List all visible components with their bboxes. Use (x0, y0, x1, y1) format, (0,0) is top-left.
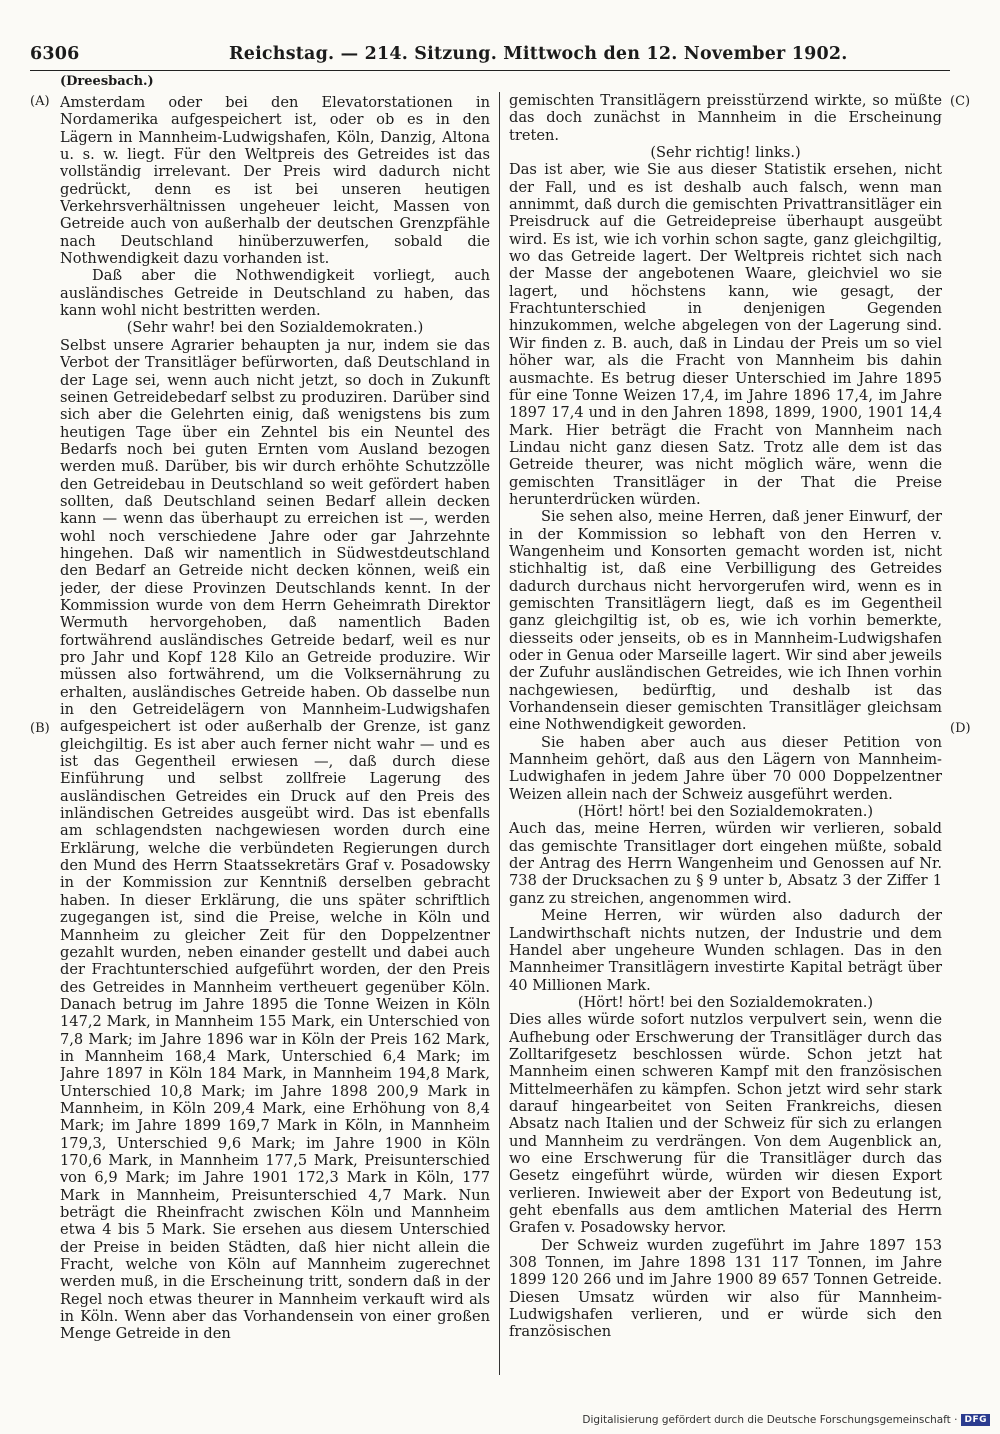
running-title: Reichstag. — 214. Sitzung. Mittwoch den 12. November 1902. (229, 44, 848, 64)
interjection: (Sehr wahr! bei den Sozialdemokraten.) (126, 319, 424, 337)
interjection: (Hört! hört! bei den Sozialdemokraten.) (577, 993, 874, 1011)
margin-mark-d: (D) (950, 721, 971, 736)
interjection: (Sehr richtig! links.) (650, 144, 801, 162)
paragraph: Das ist aber, wie Sie aus dieser Statistik ersehen, nicht der Fall, und es ist deshalb auch falsch, wenn man annimmt, daß durch die gemischten Privattransitläger ein Preisdruck auf die Getreidepreise überhaupt ausgeübt wird. Es ist, wie ich vorhin schon sagte, ganz gleichgiltig, wo das Getreide lagert. Der Weltpreis richtet sich nach der Masse der angebotenen Waare, gleichviel wo sie lagert, und höchstens kann, wie gesagt, der Frachtunterschied in denjenigen Gegenden hinzukommen, welche abgelegen von der Lagerung sind. Wir finden z. B. auch, daß in Lindau der Preis um so viel höher war, als die Fracht von Mannheim bis dahin ausmachte. Es betrug dieser Unterschied im Jahre 1895 für eine Tonne Weizen 17,4, im Jahre 1896 17,4, im Jahre 1897 17,4 und in den Jahren 1898, 1899, 1900, 1901 14,4 Mark. Hier beträgt die Fracht von Mannheim nach Lindau nicht ganz diesen Satz. Trotz alle dem ist das Getreide theurer, was nicht möglich wäre, wenn die gemischten Transitläger in der That die Preise herunterdrücken würden. (509, 161, 942, 508)
column-divider (499, 92, 500, 1375)
interjection: (Hört! hört! bei den Sozialdemokraten.) (577, 803, 874, 821)
credit-text: Digitalisierung gefördert durch die Deutsche Forschungsgemeinschaft · (582, 1414, 958, 1426)
digitization-credit (582, 1414, 990, 1426)
page-header (30, 44, 950, 70)
left-column (60, 94, 490, 1376)
paragraph: Dies alles würde sofort nutzlos verpulvert sein, wenn die Aufhebung oder Erschwerung der Transitläger durch das Zolltarifgesetz beschlossen würde. Schon jetzt hat Mannheim einen schweren Kampf mit den französischen Mittelmeerhäfen zu kämpfen. Schon jetzt wird sehr stark darauf hingearbeitet von Seiten Frankreichs, diesen Absatz nach Italien und der Schweiz für sich zu erlangen und Mannheim zu verdrängen. Von dem Augenblick an, wo eine Erschwerung für die Transitläger durch das Gesetz eingeführt würde, würden wir diesen Export verlieren. Inwieweit aber der Export von Bedeutung ist, geht ebenfalls aus dem amtlichen Material des Herrn Grafen v. Posadowsky hervor. (509, 1011, 942, 1237)
paragraph: Amsterdam oder bei den Elevatorstationen in Nordamerika aufgespeichert ist, oder ob es in den Lägern in Mannheim-Ludwigshafen, Köln, Danzig, Altona u. s. w. liegt. Für den Weltpreis des Getreides ist das vollständig irrelevant. Der Preis wird dadurch nicht gedrückt, denn es ist bei unseren heutigen Verkehrsverhältnissen ungeheuer leicht, Massen von Getreide auch von außerhalb der deutschen Grenzpfähle nach Deutschland hinüberzuwerfen, sobald die Nothwendigkeit dazu vorhanden ist. (60, 94, 490, 268)
paragraph: Daß aber die Nothwendigkeit vorliegt, auch ausländisches Getreide in Deutschland zu haben, das kann wohl nicht bestritten werden. (60, 267, 490, 320)
speaker-name: (Dreesbach.) (60, 74, 154, 89)
margin-mark-b: (B) (30, 721, 50, 736)
margin-mark-c: (C) (950, 94, 971, 109)
paragraph: Sie haben aber auch aus dieser Petition von Mannheim gehört, daß aus den Lägern von Mannheim-Ludwighafen in jedem Jahre über 70 000 Doppelzentner Weizen allein nach der Schweiz ausgeführt werden. (509, 733, 942, 803)
header-rule (30, 70, 950, 71)
dfg-logo-icon: DFG (961, 1414, 990, 1426)
margin-mark-a: (A) (30, 94, 50, 109)
right-column (509, 92, 942, 1374)
paragraph: Meine Herren, wir würden also dadurch der Landwirthschaft nichts nutzen, der Industrie und dem Handel aber ungeheure Wunden schlagen. Das in den Mannheimer Transitlägern investirte Kapital beträgt über 40 Millionen Mark. (509, 907, 942, 994)
paragraph: gemischten Transitlägern preisstürzend wirkte, so müßte das doch zunächst in Mannheim in die Erscheinung treten. (509, 92, 942, 144)
paragraph: Auch das, meine Herren, würden wir verlieren, sobald das gemischte Transitlager dort eingehen müßte, sobald der Antrag des Herrn Wangenheim und Genossen auf Nr. 738 der Drucksachen zu § 9 unter b, Absatz 3 der Ziffer 1 ganz zu streichen, angenommen wird. (509, 820, 942, 907)
paragraph: Sie sehen also, meine Herren, daß jener Einwurf, der in der Kommission so lebhaft von den Herren v. Wangenheim und Konsorten gemacht worden ist, nicht stichhaltig ist, daß eine Verbilligung des Getreides dadurch durchaus nicht hervorgerufen wird, wenn es in gemischten Transitlägern liegt, daß es im Gegentheil ganz gleichgiltig ist, ob es, wie ich vorhin bemerkte, diesseits oder jenseits, ob es in Mannheim-Ludwigshafen oder in Genua oder Marseille lagert. Wir sind aber jeweils der Zufuhr ausländischen Getreides, wie ich Ihnen vorhin nachgewiesen, bedürftig, und deshalb ist das Vorhandensein dieser gemischten Transitläger gleichsam eine Nothwendigkeit geworden. (509, 508, 942, 734)
page-number: 6306 (30, 44, 80, 64)
paragraph: Der Schweiz wurden zugeführt im Jahre 1897 153 308 Tonnen, im Jahre 1898 131 117 Tonnen, im Jahre 1899 120 266 und im Jahre 1900 89 657 Tonnen Getreide. Diesen Umsatz würden wir also für Mannheim-Ludwigshafen verlieren, und er würde sich den französischen (509, 1236, 942, 1341)
paragraph: Selbst unsere Agrarier behaupten ja nur, indem sie das Verbot der Transitläger befürworten, daß Deutschland in der Lage sei, wenn auch nicht jetzt, so doch in Zukunft seinen Getreidebedarf selbst zu produziren. Darüber sind sich aber die Gelehrten einig, daß wenigstens bis zum heutigen Tage über ein Zehntel bis ein Neuntel des Bedarfs noch bei guten Ernten vom Ausland bezogen werden muß. Darüber, bis wir durch erhöhte Schutzzölle den Getreidebau in Deutschland so weit gefördert haben sollten, daß Deutschland seinen Bedarf allein decken kann — wenn das überhaupt zu erreichen ist —, werden wohl noch verschiedene Jahre oder gar Jahrzehnte hingehen. Daß wir namentlich in Südwestdeutschland den Bedarf an Getreide nicht decken können, weiß ein jeder, der diese Provinzen Deutschlands kennt. In der Kommission wurde von dem Herrn Geheimrath Direktor Wermuth hervorgehoben, daß namentlich Baden fortwährend ausländisches Getreide bedarf, weil es nur pro Jahr und Kopf 128 Kilo an Getreide produzire. Wir müssen also fortwährend, um die Volksernährung zu erhalten, ausländisches Getreide haben. Ob dasselbe nun in den Getreidelägern von Mannheim-Ludwigshafen aufgespeichert ist oder außerhalb der Grenze, ist ganz gleichgiltig. Es ist aber auch ferner nicht wahr — und es ist das Gegentheil erwiesen —, daß durch diese Einführung und selbst zollfreie Lagerung des ausländischen Getreides ein Druck auf den Preis des inländischen Getreides ausgeübt wird. Das ist ebenfalls am schlagendsten nachgewiesen worden durch eine Erklärung, welche die verbündeten Regierungen durch den Mund des Herrn Staatssekretärs Graf v. Posadowsky in der Kommission zur Kenntniß derselben gebracht haben. In dieser Erklärung, die uns später schriftlich zugegangen ist, sind die Preise, welche in Köln und Mannheim zu gleicher Zeit für den Doppelzentner gezahlt wurden, neben einander gestellt und dabei auch der Frachtunterschied aufgeführt worden, der den Preis des Getreides in Mannheim vertheuert gegenüber Köln. Danach betrug im Jahre 1895 die Tonne Weizen in Köln 147,2 Mark, in Mannheim 155 Mark, ein Unterschied von 7,8 Mark; im Jahre 1896 war in Köln der Preis 162 Mark, in Mannheim 168,4 Mark, Unterschied 6,4 Mark; im Jahre 1897 in Köln 184 Mark, in Mannheim 194,8 Mark, Unterschied 10,8 Mark; im Jahre 1898 200,9 Mark in Mannheim, in Köln 209,4 Mark, eine Erhöhung von 8,4 Mark; im Jahre 1899 169,7 Mark in Köln, in Mannheim 179,3, Unterschied 9,6 Mark; im Jahre 1900 in Köln 170,6 Mark, in Mannheim 177,5 Mark, Preisunterschied von 6,9 Mark; im Jahre 1901 172,3 Mark in Köln, 177 Mark in Mannheim, Preisunterschied 4,7 Mark. Nun beträgt die Rheinfracht zwischen Köln und Mannheim etwa 4 bis 5 Mark. Sie ersehen aus diesem Unterschied der Preise in beiden Städten, daß hier nicht allein die Fracht, welche von Köln auf Mannheim zugerechnet werden muß, in die Erscheinung tritt, sondern daß in der Regel noch etwas theurer in Mannheim verkauft wird als in Köln. Wenn aber das Vorhandensein von einer großen Menge Getreide in den (60, 336, 490, 1343)
